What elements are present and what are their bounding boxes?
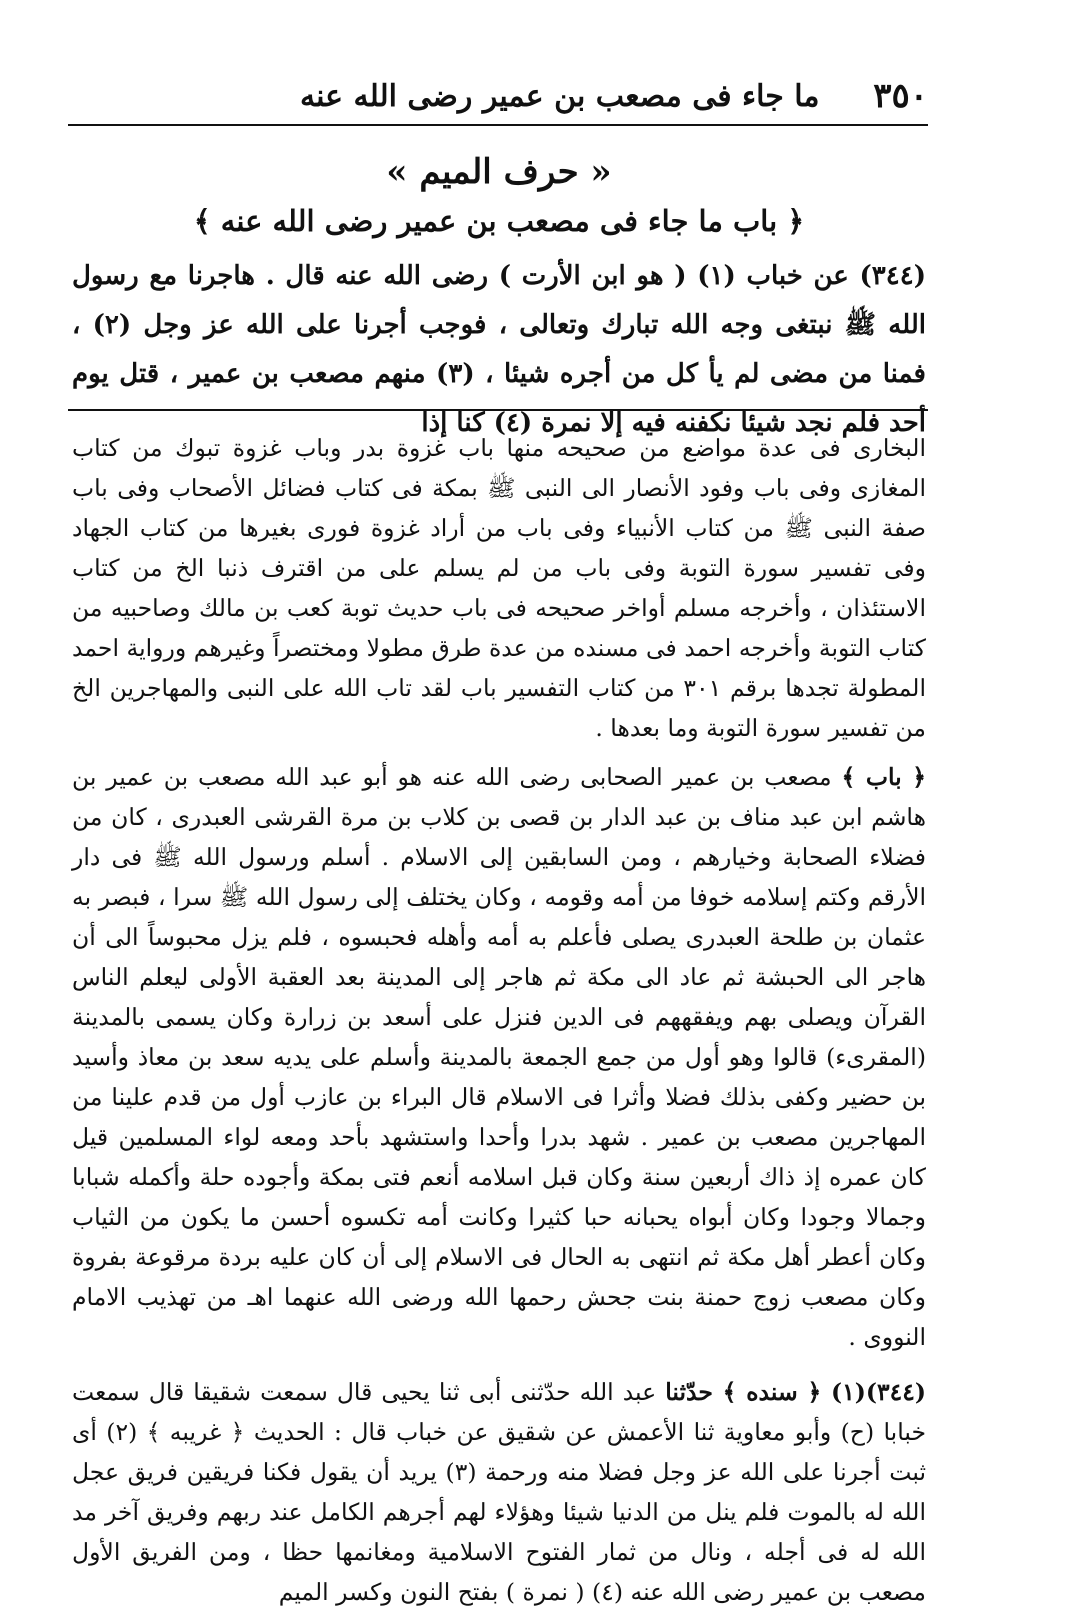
footnote-bab	[72, 757, 926, 1357]
footnote-separator	[68, 409, 928, 411]
chapter-title: ﴿ باب ما جاء فى مصعب بن عمير رضى الله عنه ﴾	[193, 204, 805, 238]
footnote-bab-text: مصعب بن عمير الصحابى رضى الله عنه هو أبو عبد الله مصعب بن عمير بن هاشم ابن عبد مناف بن عبد الدار بن قصى بن كلاب بن مرة القرشى العبدرى ، كان من فضلاء الصحابة وخيارهم ، ومن السابقين إلى الاسلام . أسلم ورسول الله ﷺ فى دار الأرقم وكتم إسلامه خوفا من أمه وقومه ، وكان يختلف إلى رسول الله ﷺ سرا ، فبصر به عثمان بن طلحة العبدرى يصلى فأعلم به أمه وأهله فحبسوه ، فلم يزل محبوساً الى أن هاجر الى الحبشة ثم عاد الى مكة ثم هاجر إلى المدينة بعد العقبة الأولى ليعلم الناس القرآن ويصلى بهم ويفقههم فى الدين فنزل على أسعد بن زرارة وكان يسمى بالمدينة (المقرىء) قالوا وهو أول من جمع الجمعة بالمدينة وأسلم على يديه سعد بن معاذ وأسيد بن حضير وكفى بذلك فضلا وأثرا فى الاسلام قال البراء بن عازب أول من قدم علينا من المهاجرين مصعب بن عمير . شهد بدرا وأحدا واستشهد بأحد ومعه لواء المسلمين قيل كان عمره إذ ذاك أربعين سنة وكان قبل اسلامه أنعم فتى بمكة وأجوده حلة وأكمله شبابا وجمالا وجودا وكان أبواه يحبانه حبا كثيرا وكانت أمه تكسوه أحسن ما يكون من الثياب وكان أعطر أهل مكة ثم انتهى به الحال فى الاسلام إلى أن كان عليه بردة مرقوعة بفروة وكان مصعب زوج حمنة بنت جحش رحمها الله ورضى الله عنهما اهـ من تهذيب الامام النووى .	[72, 763, 926, 1351]
footnote-sanad-text: عبد الله حدّثنى أبى ثنا يحيى قال سمعت شقيقا قال سمعت خبابا (ح) وأبو معاوية ثنا الأعمش عن شقيق عن خباب قال : الحديث ﴿ غريبه ﴾ (٢) أى ثبت أجرنا على الله عز وجل فضلا منه ورحمة (٣) يريد أن يقول فكنا فريقين فريق عجل الله له بالموت فلم ينل من الدنيا شيئا وهؤلاء لهم أجرهم الكامل عند ربهم وفريق آخر مد الله له فى أجله ، ونال من ثمار الفتوح الاسلامية ومغانمها حظا ، ومن الفريق الأول مصعب بن عمير رضى الله عنه (٤) ( نمرة ) بفتح النون وكسر الميم	[72, 1378, 927, 1606]
section-title: « حرف الميم »	[386, 152, 612, 192]
footnote-bab-label: ﴿ باب ﴾	[841, 763, 926, 791]
footnote-sanad-label: (٣٤٤)(١) ﴿ سنده ﴾ حدّثنا	[665, 1378, 926, 1406]
footnote-continuation: البخارى فى عدة مواضع من صحيحه منها باب غزوة بدر وباب غزوة تبوك من كتاب المغازى وفى باب وفود الأنصار الى النبى ﷺ بمكة فى كتاب فضائل الأصحاب وفى باب صفة النبى ﷺ من كتاب الأنبياء وفى باب من أراد غزوة فورى بغيرها من كتاب الجهاد وفى تفسير سورة التوبة وفى باب من لم يسلم على من اقترف ذنبا الخ من كتاب الاستئذان ، وأخرجه مسلم أواخر صحيحه فى باب حديث توبة كعب بن مالك وصاحبيه من كتاب التوبة وأخرجه احمد فى مسنده من عدة طرق مطولا ومختصراً وغيرهم ورواية احمد المطولة تجدها برقم ٣٠١ من كتاب التفسير باب لقد تاب الله على النبى والمهاجرين الخ من تفسير سورة التوبة وما بعدها .	[72, 434, 927, 742]
page-header	[70, 68, 928, 124]
footnote-sanad	[72, 1372, 926, 1612]
header-rule	[68, 124, 928, 126]
hadith-text: (٣٤٤) عن خباب (١) ( هو ابن الأرت ) رضى الله عنه قال . هاجرنا مع رسول الله ﷺ نبتغى وجه الله تبارك وتعالى ، فوجب أجرنا على الله عز وجل (٢) ، فمنا من مضى لم يأ كل من أجره شيئا ، (٣) منهم مصعب بن عمير ، قتل يوم أحد فلم نجد شيئا نكفنه فيه إلا نمرة (٤) كنا إذا	[72, 261, 927, 438]
running-title: ما جاء فى مصعب بن عمير رضى الله عنه	[300, 78, 820, 114]
page-number: ٣٥٠	[873, 76, 928, 116]
footnotes	[72, 428, 926, 1621]
